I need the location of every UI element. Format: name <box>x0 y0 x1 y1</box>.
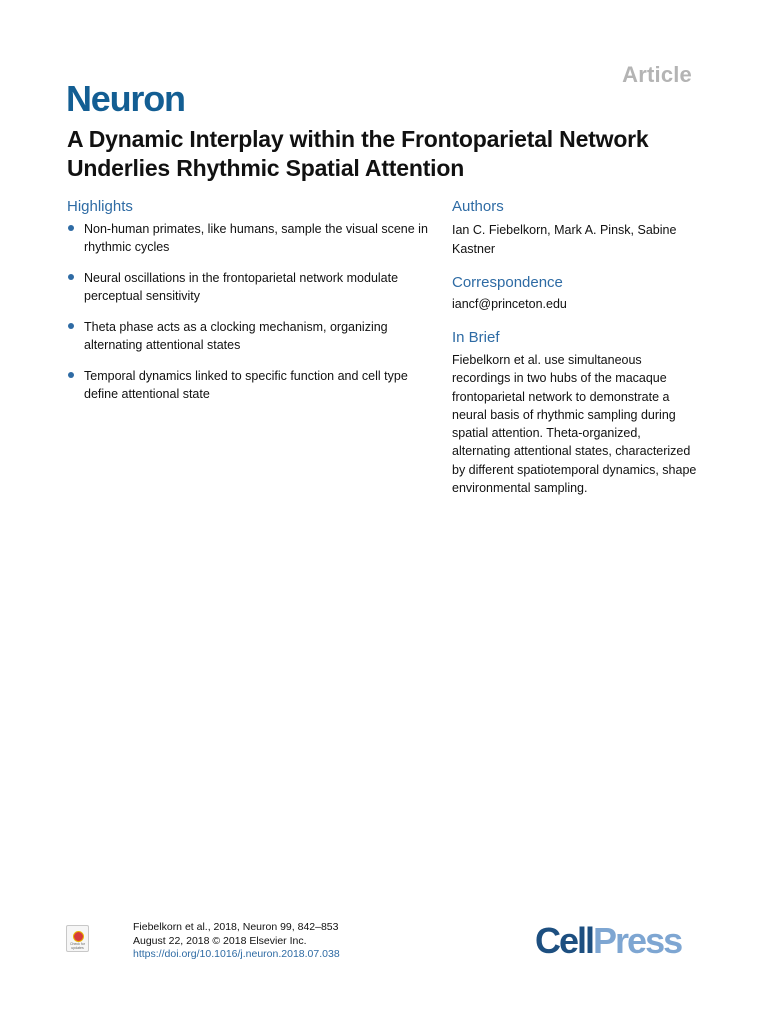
highlight-text: Temporal dynamics linked to specific function and cell type define attentional state <box>84 369 408 401</box>
paper-title: A Dynamic Interplay within the Frontoparietal Network Underlies Rhythmic Spatial Attention <box>67 126 649 181</box>
check-for-updates-icon[interactable] <box>66 925 89 952</box>
bullet-icon <box>68 274 74 280</box>
in-brief-text: Fiebelkorn et al. use simultaneous recordings in two hubs of the macaque frontoparietal network to demonstrate a neural basis of rhythmic sampling during spatial attention. Theta-organized, alternating attentional states, characterized by different spatiotemporal dynamics, shape environmental sampling. <box>452 353 697 496</box>
publication-date: August 22, 2018 © 2018 Elsevier Inc. <box>133 934 307 947</box>
updates-badge-text: Check for updates <box>70 942 85 950</box>
article-type-label: Article <box>622 62 692 87</box>
cellpress-logo-press: Press <box>593 920 682 961</box>
updates-badge-dot <box>73 931 84 942</box>
bullet-icon <box>68 323 74 329</box>
highlight-text: Neural oscillations in the frontoparietal network modulate perceptual sensitivity <box>84 271 399 303</box>
highlight-item <box>67 367 442 403</box>
journal-logo: Neuron <box>66 78 185 119</box>
highlight-text: Non-human primates, like humans, sample the visual scene in rhythmic cycles <box>84 222 428 254</box>
highlight-item <box>67 269 442 305</box>
highlights-heading: Highlights <box>67 198 133 215</box>
highlight-item <box>67 220 442 256</box>
cellpress-logo <box>535 920 681 962</box>
doi-link[interactable]: https://doi.org/10.1016/j.neuron.2018.07.038 <box>133 948 340 960</box>
citation-block <box>133 921 340 962</box>
author-names: Ian C. Fiebelkorn, Mark A. Pinsk, Sabine Kastner <box>452 223 677 256</box>
bullet-icon <box>68 225 74 231</box>
correspondence-email[interactable]: iancf@princeton.edu <box>452 297 567 311</box>
authors-heading: Authors <box>452 198 504 215</box>
highlights-list <box>67 220 442 416</box>
citation-line: Fiebelkorn et al., 2018, Neuron 99, 842–853 <box>133 921 339 933</box>
in-brief-heading: In Brief <box>452 329 500 346</box>
highlight-item <box>67 318 442 354</box>
highlight-text: Theta phase acts as a clocking mechanism, organizing alternating attentional states <box>84 320 388 352</box>
correspondence-heading: Correspondence <box>452 274 563 291</box>
bullet-icon <box>68 372 74 378</box>
cellpress-logo-cell: Cell <box>535 920 594 961</box>
